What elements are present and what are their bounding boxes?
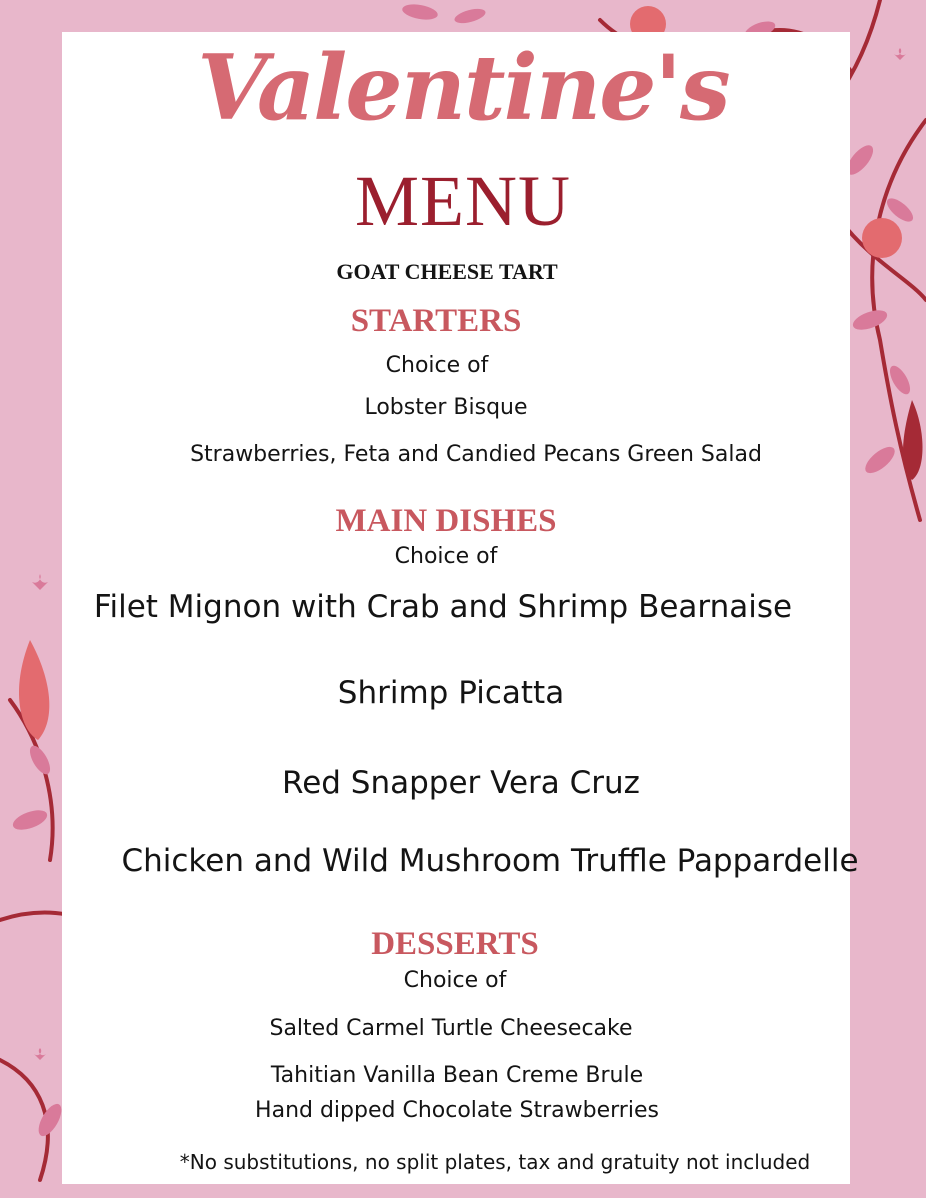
dessert-item: Tahitian Vanilla Bean Creme Brule	[270, 1063, 644, 1088]
main-item: Red Snapper Vera Cruz	[282, 765, 640, 801]
flame-leaf-icon	[19, 640, 49, 740]
starter-item: Strawberries, Feta and Candied Pecans Green Salad	[190, 442, 762, 467]
starters-choice: Choice of	[385, 353, 489, 378]
dessert-item: Hand dipped Chocolate Strawberries	[255, 1098, 659, 1123]
section-heading-starters: STARTERS	[350, 303, 522, 339]
main-item: Chicken and Wild Mushroom Truffle Pappardelle	[121, 843, 859, 879]
mains-choice: Choice of	[394, 544, 498, 569]
starter-item: Lobster Bisque	[364, 395, 528, 420]
main-item: Filet Mignon with Crab and Shrimp Bearnaise	[93, 589, 793, 625]
section-heading-mains: MAIN DISHES	[335, 503, 557, 539]
section-heading-desserts: DESSERTS	[371, 926, 539, 962]
desserts-choice: Choice of	[403, 968, 507, 993]
footer-note: *No substitutions, no split plates, tax and gratuity not included	[179, 1150, 811, 1174]
dessert-item: Salted Carmel Turtle Cheesecake	[269, 1016, 633, 1041]
flame-leaf-icon	[903, 400, 923, 480]
top-item: GOAT CHEESE TART	[336, 259, 558, 284]
menu-title: MENU	[355, 161, 571, 241]
script-title: Valentine's	[197, 35, 729, 141]
main-item: Shrimp Picatta	[337, 675, 565, 711]
